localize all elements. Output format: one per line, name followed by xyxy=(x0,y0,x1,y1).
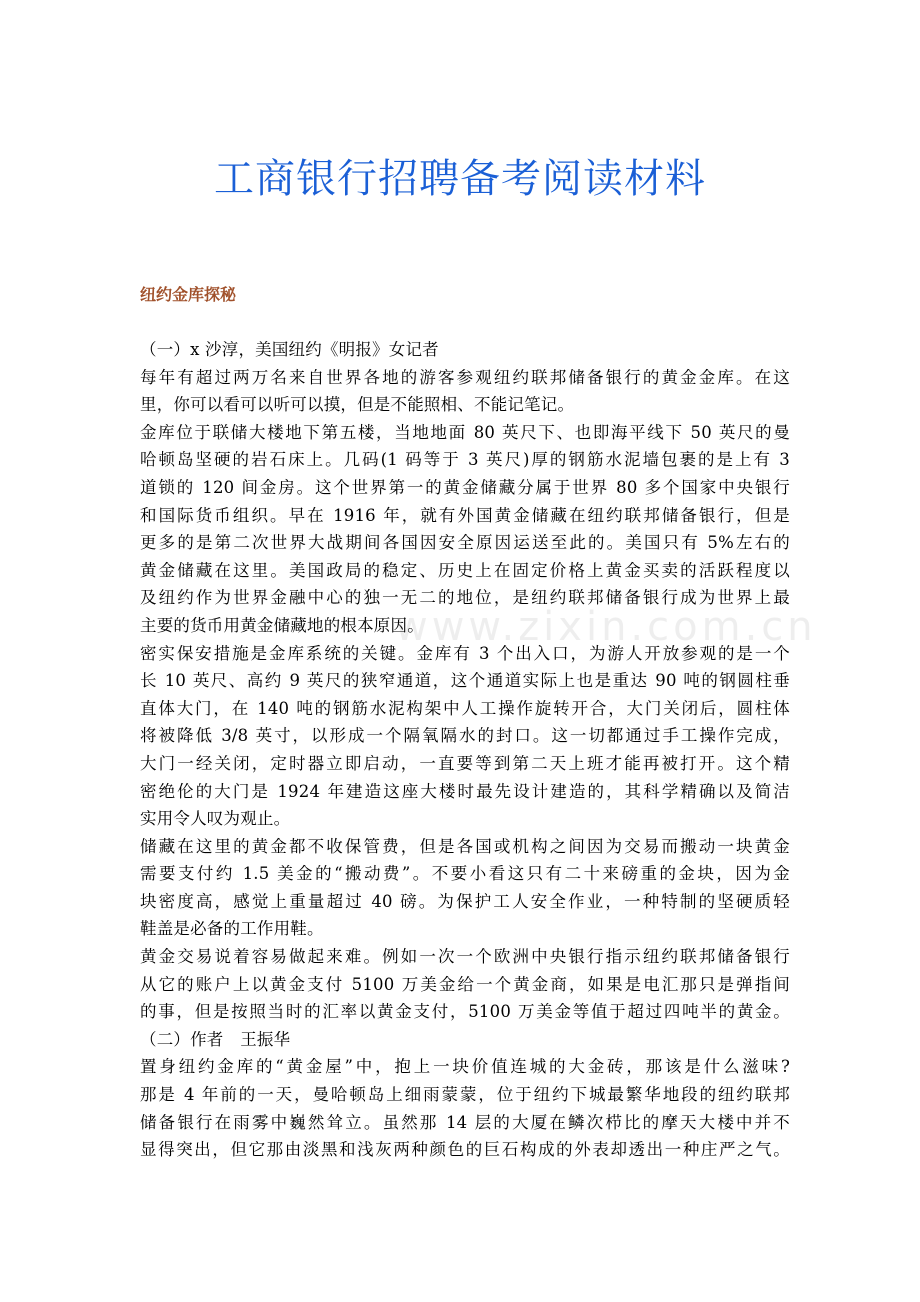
text-line: 和国际货币组织。早在 1916 年，就有外国黄金储藏在纽约联邦储备银行，但是 xyxy=(140,505,790,525)
text-line: 密绝伦的大门是 1924 年建造这座大楼时最先设计建造的，其科学精确以及简洁 xyxy=(140,781,790,801)
text-line: 密实保安措施是金库系统的关键。金库有 3 个出入口，为游人开放参观的是一个 xyxy=(140,643,790,663)
text-line: 每年有超过两万名来自世界各地的游客参观纽约联邦储备银行的黄金金库。在这 xyxy=(140,367,790,387)
text-line: 鞋盖是必备的工作用鞋。 xyxy=(140,919,324,939)
text-line: 直体大门，在 140 吨的钢筋水泥构架中人工操作旋转开合，大门关闭后，圆柱体 xyxy=(140,698,790,718)
text-line: 金库位于联储大楼地下第五楼，当地地面 80 英尺下、也即海平线下 50 英尺的曼 xyxy=(140,422,790,442)
text-line: 长 10 英尺、高约 9 英尺的狭窄通道，这个通道实际上也是重达 90 吨的钢圆柱垂 xyxy=(140,671,790,691)
text-line: 里，你可以看可以听可以摸，但是不能照相、不能记笔记。 xyxy=(140,395,575,415)
text-line: 主要的货币用黄金储藏地的根本原因。 xyxy=(140,615,424,635)
body-text xyxy=(140,336,790,1164)
text-line: 储藏在这里的黄金都不收保管费，但是各国或机构之间因为交易而搬动一块黄金 xyxy=(140,836,790,856)
text-line: 储备银行在雨雾中巍然耸立。虽然那 14 层的大厦在鳞次栉比的摩天大楼中并不 xyxy=(140,1112,790,1132)
document-title: 工商银行招聘备考阅读材料 xyxy=(214,156,706,202)
text-line: 需要支付约 1.5 美金的“搬动费”。不要小看这只有二十来磅重的金块，因为金 xyxy=(140,864,790,884)
text-line: 哈顿岛坚硬的岩石床上。几码(1 码等于 3 英尺)厚的钢筋水泥墙包裹的是上有 3 xyxy=(140,450,790,470)
text-line: 将被降低 3/8 英寸，以形成一个隔氧隔水的封口。这一切都通过手工操作完成， xyxy=(140,726,790,746)
text-line: 块密度高，感觉上重量超过 40 磅。为保护工人安全作业，一种特制的坚硬质轻 xyxy=(140,891,790,911)
text-line: 显得突出，但它那由淡黑和浅灰两种颜色的巨石构成的外表却透出一种庄严之气。 xyxy=(140,1140,790,1160)
text-line: 黄金交易说着容易做起来难。例如一次一个欧洲中央银行指示纽约联邦储备银行 xyxy=(140,947,790,967)
text-line: （一）x 沙淳，美国纽约《明报》女记者 xyxy=(140,340,439,359)
text-line: 从它的账户上以黄金支付 5100 万美金给一个黄金商，如果是电汇那只是弹指间 xyxy=(140,974,790,994)
text-line: 实用令人叹为观止。 xyxy=(140,809,291,829)
text-line: 那是 4 年前的一天，曼哈顿岛上细雨蒙蒙，位于纽约下城最繁华地段的纽约联邦 xyxy=(140,1085,790,1105)
text-line: 的事，但是按照当时的汇率以黄金支付，5100 万美金等值于超过四吨半的黄金。 xyxy=(140,1002,790,1022)
section-heading: 纽约金库探秘 xyxy=(140,285,237,304)
text-line: 及纽约作为世界金融中心的独一无二的地位，是纽约联邦储备银行成为世界上最 xyxy=(140,588,790,608)
text-line: 大门一经关闭，定时器立即启动，一直要等到第二天上班才能再被打开。这个精 xyxy=(140,753,790,773)
text-line: 道锁的 120 间金房。这个世界第一的黄金储藏分属于世界 80 多个国家中央银行 xyxy=(140,477,790,497)
text-line: 置身纽约金库的“黄金屋”中，抱上一块价值连城的大金砖，那该是什么滋味? xyxy=(140,1057,790,1077)
text-line: （二）作者 王振华 xyxy=(140,1029,291,1049)
watermark: www.zixin.com.cn xyxy=(395,604,817,650)
text-line: 黄金储藏在这里。美国政局的稳定、历史上在固定价格上黄金买卖的活跃程度以 xyxy=(140,560,790,580)
text-line: 更多的是第二次世界大战期间各国因安全原因运送至此的。美国只有 5%左右的 xyxy=(140,533,790,553)
